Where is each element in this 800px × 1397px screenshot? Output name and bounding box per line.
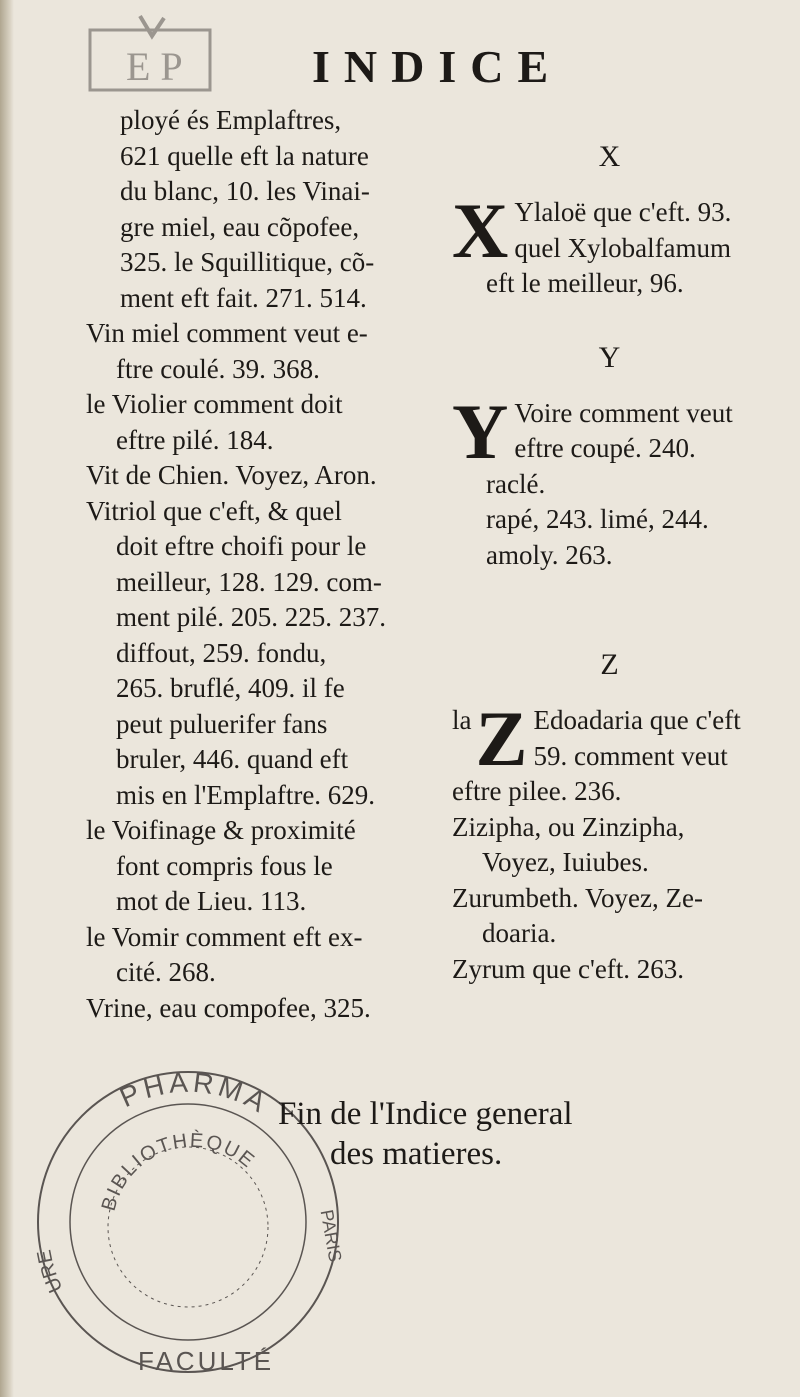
- page-title: INDICE: [312, 41, 563, 92]
- index-line: cité. 268.: [116, 957, 216, 987]
- index-line: Vin miel comment veut e-: [86, 318, 368, 348]
- section-heading-x: X: [598, 140, 621, 173]
- index-line: Voire comment veut: [514, 397, 733, 428]
- index-line: ftre coulé. 39. 368.: [116, 353, 320, 384]
- index-line: Zyrum que c'eft. 263.: [452, 953, 685, 984]
- index-line: Zurumbeth. Voyez, Ze-: [452, 882, 703, 913]
- z-prefix: la: [452, 705, 472, 735]
- index-line: raclé.: [486, 468, 546, 499]
- index-line: eftre pilé. 184.: [116, 424, 274, 455]
- index-line: Vitriol que c'eft, & quel: [86, 495, 342, 526]
- index-line: Voyez, Iuiubes.: [482, 847, 649, 877]
- section-y-block: [452, 396, 797, 574]
- index-line: le Violier comment doit: [86, 389, 343, 419]
- index-line: 325. le Squillitique, cõ-: [120, 247, 375, 277]
- stamp-inner-arc: BIBLIOTHÈQUE: [97, 1129, 260, 1214]
- index-line: 621 quelle eft la nature: [120, 140, 369, 171]
- library-stamp-top: [80, 8, 220, 103]
- section-x-block: [452, 195, 797, 302]
- section-heading-y: Y: [598, 340, 621, 374]
- svg-text:BIBLIOTHÈQUE: [98, 1129, 260, 1214]
- finis-line: Fin de l'Indice general: [278, 1096, 573, 1132]
- index-line: 59. comment veut: [533, 740, 728, 771]
- index-line: bruler, 446. quand eft: [116, 744, 349, 774]
- index-line: 265. bruflé, 409. il fe: [116, 673, 345, 703]
- drop-cap-z: Z: [475, 703, 528, 782]
- page-spine-shadow: [0, 0, 14, 1397]
- index-line: le Voifinage & proximité: [86, 815, 356, 845]
- stamp-top-arc: PHARMA: [115, 1066, 275, 1120]
- index-line: quel Xylobalfamum: [514, 232, 732, 263]
- drop-cap-y: Y: [452, 395, 509, 475]
- index-line: du blanc, 10. les Vinai-: [120, 176, 370, 206]
- stamp-bottom-text: FACULTÉ: [138, 1346, 275, 1376]
- index-line: le Vomir comment eft ex-: [86, 921, 363, 952]
- drop-cap-x: X: [452, 195, 509, 274]
- index-line: ployé és Emplaftres,: [120, 105, 342, 135]
- index-line: eftre pilee. 236.: [452, 776, 622, 806]
- index-line: amoly. 263.: [486, 539, 613, 570]
- stamp-right-text: PARIS: [316, 1208, 346, 1264]
- index-line: ment pilé. 205. 225. 237.: [116, 602, 386, 632]
- right-column: [452, 135, 797, 987]
- index-line: mot de Lieu. 113.: [116, 886, 307, 916]
- index-line: meilleur, 128. 129. com-: [116, 566, 382, 597]
- section-heading-z: Z: [600, 648, 619, 681]
- index-line: Vrine, eau compofee, 325.: [86, 992, 371, 1023]
- svg-text:PHARMA: [115, 1067, 274, 1120]
- stamp-top-letters: E P: [126, 44, 183, 89]
- index-line: mis en l'Emplaftre. 629.: [116, 779, 376, 810]
- left-column: [86, 103, 428, 1026]
- index-line: Vit de Chien. Voyez, Aron.: [86, 460, 377, 490]
- index-line: ment eft fait. 271. 514.: [120, 282, 367, 313]
- finis-line: des matieres.: [330, 1136, 503, 1172]
- index-line: Edoadaria que c'eft: [533, 705, 741, 735]
- index-line: gre miel, eau cõpofee,: [120, 211, 360, 242]
- index-line: rapé, 243. limé, 244.: [486, 504, 709, 534]
- section-z-block: [452, 703, 797, 987]
- stamp-left-arc: URE: [33, 1247, 68, 1296]
- closing-text: [278, 1094, 573, 1174]
- index-line: font compris fous le: [116, 850, 333, 881]
- index-line: eftre coupé. 240.: [514, 433, 696, 463]
- index-line: Ylaloë que c'eft. 93.: [514, 197, 732, 227]
- index-line: eft le meilleur, 96.: [486, 268, 684, 298]
- index-line: diffout, 259. fondu,: [116, 637, 327, 668]
- svg-text:URE: [33, 1248, 67, 1296]
- index-line: doit eftre choifi pour le: [116, 531, 367, 561]
- index-line: Zizipha, ou Zinzipha,: [452, 811, 685, 842]
- index-line: peut puluerifer fans: [116, 708, 328, 739]
- index-line: doaria.: [482, 918, 557, 948]
